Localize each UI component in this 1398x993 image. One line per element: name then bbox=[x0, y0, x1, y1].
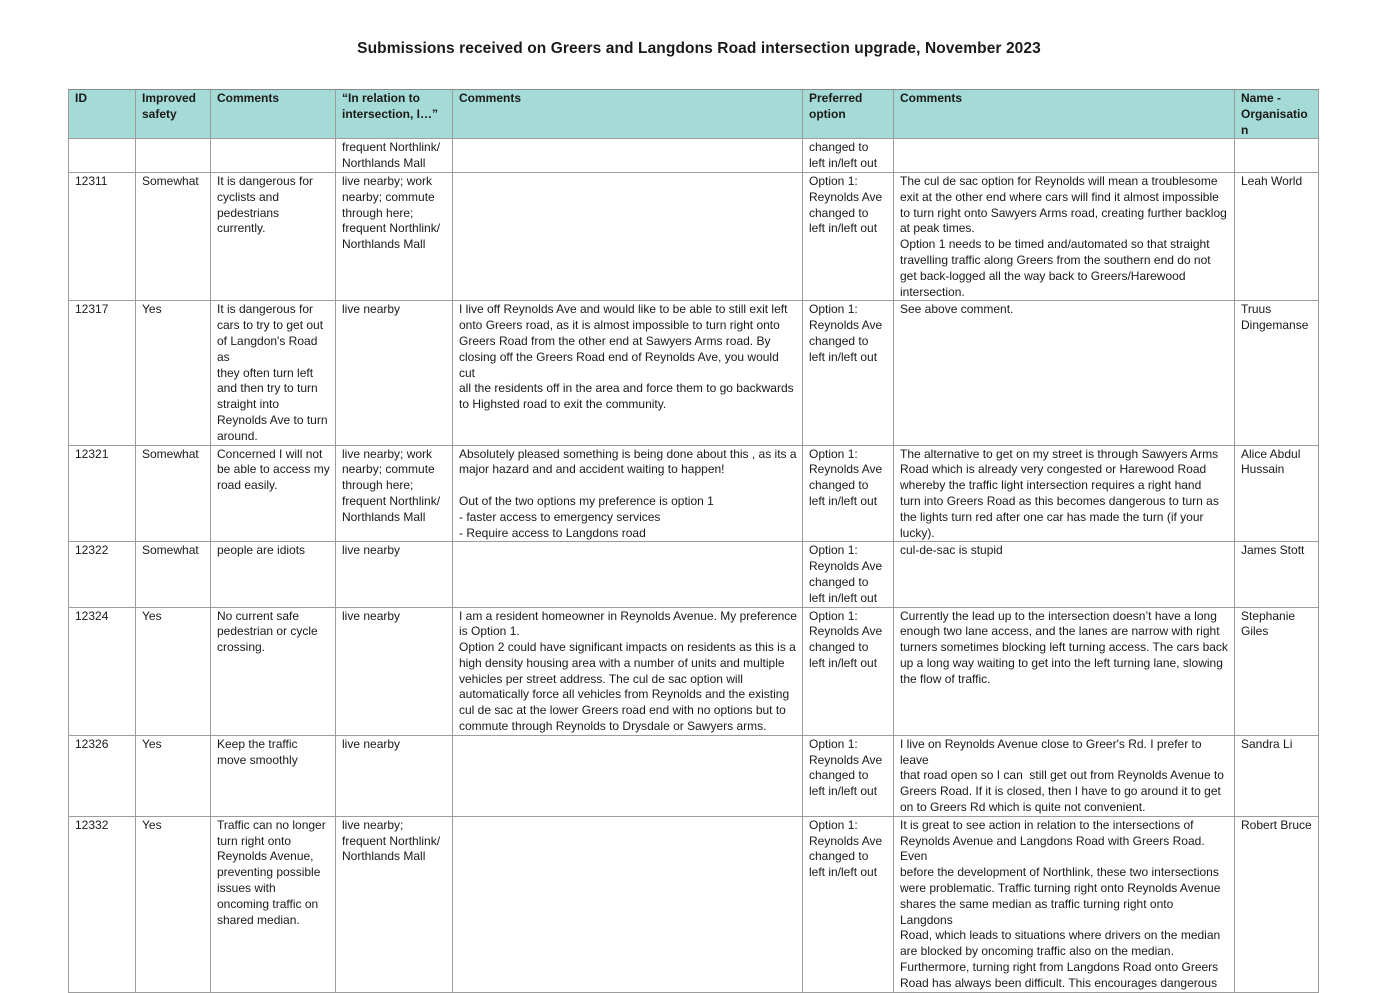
cell-comments: cul-de-sac is stupid bbox=[894, 542, 1235, 607]
cell-comments: Currently the lead up to the intersection doesn’t have a long enough two lane access, and the lanes are narrow with right turners sometimes blocking left turning access. The cars back up a long way waiting to get into the left turning lane, slowing the flow of traffic. bbox=[894, 607, 1235, 735]
table-row bbox=[69, 607, 1319, 735]
cell-preferred-option: Option 1: Reynolds Ave changed to left in/left out bbox=[803, 172, 894, 300]
cell-in-relation: live nearby; work nearby; commute through here; frequent Northlink/ Northlands Mall bbox=[336, 172, 453, 300]
cell-name-organisation: Sandra Li bbox=[1235, 735, 1319, 816]
cell-id: 12321 bbox=[69, 445, 136, 542]
cell-name-organisation: Robert Bruce bbox=[1235, 816, 1319, 992]
cell-in-relation: live nearby bbox=[336, 542, 453, 607]
cell-id bbox=[69, 139, 136, 173]
column-header-name-organisation: Name - Organisation bbox=[1235, 90, 1319, 139]
table-row bbox=[69, 139, 1319, 173]
cell-preferred-option: Option 1: Reynolds Ave changed to left in/left out bbox=[803, 301, 894, 445]
table-row bbox=[69, 542, 1319, 607]
cell-comments: Concerned I will not be able to access my road easily. bbox=[211, 445, 336, 542]
cell-name-organisation: Alice Abdul Hussain bbox=[1235, 445, 1319, 542]
cell-improved-safety bbox=[136, 139, 211, 173]
cell-comments: Absolutely pleased something is being done about this , as its a major hazard and and accident waiting to happen! Out of the two options my preference is option 1 - faster access to emergency services - Require access to Langdons road bbox=[453, 445, 803, 542]
cell-preferred-option: changed to left in/left out bbox=[803, 139, 894, 173]
cell-id: 12324 bbox=[69, 607, 136, 735]
cell-in-relation: live nearby bbox=[336, 607, 453, 735]
cell-id: 12332 bbox=[69, 816, 136, 992]
table-header-row bbox=[69, 90, 1319, 139]
cell-comments bbox=[453, 735, 803, 816]
cell-preferred-option: Option 1: Reynolds Ave changed to left in/left out bbox=[803, 735, 894, 816]
cell-name-organisation: Leah World bbox=[1235, 172, 1319, 300]
cell-preferred-option: Option 1: Reynolds Ave changed to left in/left out bbox=[803, 445, 894, 542]
cell-comments: It is dangerous for cyclists and pedestrians currently. bbox=[211, 172, 336, 300]
cell-in-relation: live nearby; work nearby; commute through here; frequent Northlink/ Northlands Mall bbox=[336, 445, 453, 542]
cell-comments: Traffic can no longer turn right onto Reynolds Avenue, preventing possible issues with oncoming traffic on shared median. bbox=[211, 816, 336, 992]
cell-improved-safety: Somewhat bbox=[136, 542, 211, 607]
cell-name-organisation: Truus Dingemanse bbox=[1235, 301, 1319, 445]
cell-comments: I am a resident homeowner in Reynolds Avenue. My preference is Option 1. Option 2 could have significant impacts on residents as this is a high density housing area with a number of units and multiple vehicles per street address. The cul de sac option will automatically force all vehicles from Reynolds and the existing cul de sac at the lower Greers road end with no options but to commute through Reynolds to Drysdale or Sawyers arms. bbox=[453, 607, 803, 735]
table-row bbox=[69, 172, 1319, 300]
column-header-improved-safety: Improved safety bbox=[136, 90, 211, 139]
cell-improved-safety: Yes bbox=[136, 816, 211, 992]
table-row bbox=[69, 735, 1319, 816]
cell-improved-safety: Somewhat bbox=[136, 172, 211, 300]
cell-id: 12317 bbox=[69, 301, 136, 445]
cell-comments bbox=[453, 172, 803, 300]
cell-comments: Keep the traffic move smoothly bbox=[211, 735, 336, 816]
cell-id: 12311 bbox=[69, 172, 136, 300]
submissions-table bbox=[68, 89, 1319, 993]
cell-comments bbox=[453, 816, 803, 992]
cell-comments bbox=[211, 139, 336, 173]
cell-preferred-option: Option 1: Reynolds Ave changed to left in/left out bbox=[803, 816, 894, 992]
column-header-comments: Comments bbox=[211, 90, 336, 139]
cell-improved-safety: Yes bbox=[136, 607, 211, 735]
cell-comments: The cul de sac option for Reynolds will mean a troublesome exit at the other end where cars will find it almost impossible to turn right onto Sawyers Arms road, creating further backlog at peak times. Option 1 needs to be timed and/automated so that straight travelling traffic along Greers from the southern end do not get back-logged all the way back to Greers/Harewood intersection. bbox=[894, 172, 1235, 300]
cell-in-relation: live nearby bbox=[336, 735, 453, 816]
cell-preferred-option: Option 1: Reynolds Ave changed to left in/left out bbox=[803, 607, 894, 735]
cell-comments: I live off Reynolds Ave and would like to be able to still exit left onto Greers road, as it is almost impossible to turn right onto Greers Road from the other end at Sawyers Arms road. By closing off the Greers Road end of Reynolds Ave, you would cut all the residents off in the area and force them to go backwards to Highsted road to exit the community. bbox=[453, 301, 803, 445]
cell-name-organisation bbox=[1235, 139, 1319, 173]
cell-in-relation: frequent Northlink/ Northlands Mall bbox=[336, 139, 453, 173]
cell-comments: The alternative to get on my street is through Sawyers Arms Road which is already very congested or Harewood Road whereby the traffic light intersection requires a right hand turn into Greers Road as this becomes dangerous to turn as the lights turn red after one car has made the turn (if your lucky). bbox=[894, 445, 1235, 542]
cell-improved-safety: Yes bbox=[136, 301, 211, 445]
page-title: Submissions received on Greers and Langdons Road intersection upgrade, November 2023 bbox=[357, 40, 1041, 57]
cell-id: 12322 bbox=[69, 542, 136, 607]
cell-improved-safety: Somewhat bbox=[136, 445, 211, 542]
table-row bbox=[69, 445, 1319, 542]
column-header-comments: Comments bbox=[894, 90, 1235, 139]
cell-comments bbox=[453, 139, 803, 173]
cell-name-organisation: Stephanie Giles bbox=[1235, 607, 1319, 735]
cell-comments: See above comment. bbox=[894, 301, 1235, 445]
cell-preferred-option: Option 1: Reynolds Ave changed to left in/left out bbox=[803, 542, 894, 607]
cell-name-organisation: James Stott bbox=[1235, 542, 1319, 607]
cell-comments: It is great to see action in relation to the intersections of Reynolds Avenue and Langdons Road with Greers Road. Even before the development of Northlink, these two intersections were problematic. Traffic turning right onto Reynolds Avenue shares the same median as traffic turning right onto Langdons Road, which leads to situations where drivers on the median are blocked by oncoming traffic also on the median. Furthermore, turning right from Langdons Road onto Greers Road has always been difficult. This encourages dangerous bbox=[894, 816, 1235, 992]
cell-comments bbox=[894, 139, 1235, 173]
cell-comments: It is dangerous for cars to try to get out of Langdon's Road as they often turn left and then try to turn straight into Reynolds Ave to turn around. bbox=[211, 301, 336, 445]
table-row bbox=[69, 301, 1319, 445]
cell-comments: people are idiots bbox=[211, 542, 336, 607]
table-row bbox=[69, 816, 1319, 992]
column-header-in-relation: “In relation to intersection, I…” bbox=[336, 90, 453, 139]
cell-improved-safety: Yes bbox=[136, 735, 211, 816]
column-header-id: ID bbox=[69, 90, 136, 139]
cell-comments bbox=[453, 542, 803, 607]
cell-id: 12326 bbox=[69, 735, 136, 816]
column-header-comments: Comments bbox=[453, 90, 803, 139]
cell-in-relation: live nearby; frequent Northlink/ Northlands Mall bbox=[336, 816, 453, 992]
cell-in-relation: live nearby bbox=[336, 301, 453, 445]
cell-comments: I live on Reynolds Avenue close to Greer's Rd. I prefer to leave that road open so I can still get out from Reynolds Avenue to Greers Road. If it is closed, then I have to go around it to get on to Greers Rd which is quite not convenient. bbox=[894, 735, 1235, 816]
cell-comments: No current safe pedestrian or cycle crossing. bbox=[211, 607, 336, 735]
column-header-preferred-option: Preferred option bbox=[803, 90, 894, 139]
